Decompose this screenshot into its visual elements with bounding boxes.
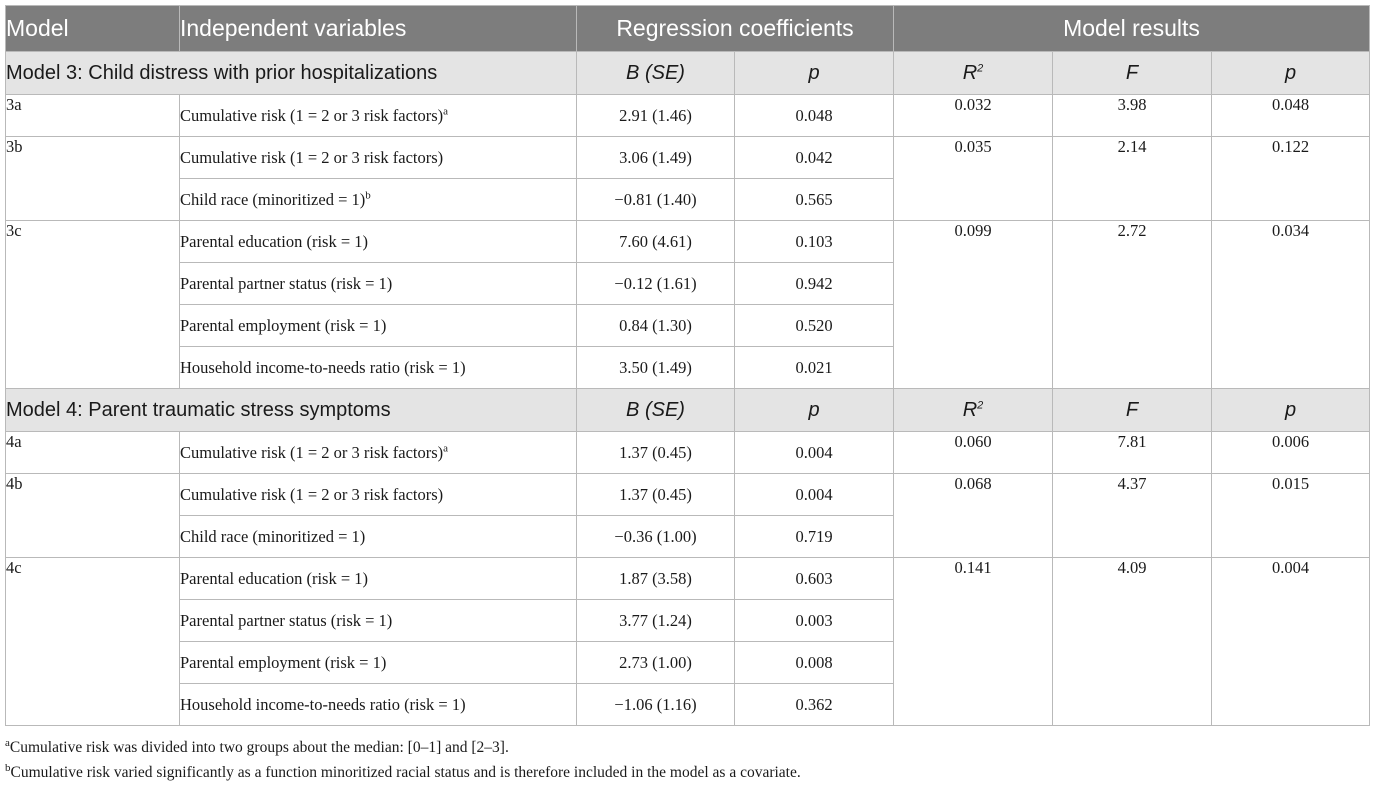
b-se-value: −0.81 (1.40) — [577, 179, 735, 221]
variable-cell — [180, 474, 577, 516]
col-header-p-model: p — [1212, 389, 1370, 432]
p-value: 0.362 — [735, 684, 894, 726]
variable-footnote-mark: a — [443, 442, 449, 454]
b-se-value: 2.91 (1.46) — [577, 95, 735, 137]
table-row — [6, 474, 1370, 516]
section-header-row — [6, 52, 1370, 95]
model-label: 4a — [6, 432, 180, 474]
variable-name: Parental employment (risk = 1) — [180, 315, 387, 335]
f-value: 7.81 — [1053, 432, 1212, 474]
table-row — [6, 558, 1370, 600]
variable-name: Cumulative risk (1 = 2 or 3 risk factors) — [180, 147, 444, 167]
b-se-value: −0.12 (1.61) — [577, 263, 735, 305]
b-se-value: 1.87 (3.58) — [577, 558, 735, 600]
b-se-value: 3.77 (1.24) — [577, 600, 735, 642]
p-value: 0.004 — [735, 474, 894, 516]
table-row — [6, 95, 1370, 137]
r2-value: 0.141 — [894, 558, 1053, 726]
footnotes — [5, 735, 1369, 785]
col-header-p: p — [735, 389, 894, 432]
col-header-b-se-text: B (SE) — [626, 61, 685, 84]
variable-cell — [180, 516, 577, 558]
section-title: Model 3: Child distress with prior hospitalizations — [6, 52, 577, 95]
variable-name: Cumulative risk (1 = 2 or 3 risk factors) — [180, 484, 444, 504]
r2-value: 0.035 — [894, 137, 1053, 221]
variable-name: Cumulative risk (1 = 2 or 3 risk factors) — [180, 105, 444, 125]
variable-cell — [180, 305, 577, 347]
model-label: 3c — [6, 221, 180, 389]
footnote-text: Cumulative risk varied significantly as a function minoritized racial status and is therefore included in the model as a covariate. — [10, 764, 801, 781]
table-row — [6, 137, 1370, 179]
model-p-value: 0.034 — [1212, 221, 1370, 389]
model-p-value: 0.048 — [1212, 95, 1370, 137]
f-value: 2.14 — [1053, 137, 1212, 221]
p-value: 0.003 — [735, 600, 894, 642]
variable-name: Child race (minoritized = 1) — [180, 189, 366, 209]
b-se-value: −0.36 (1.00) — [577, 516, 735, 558]
f-value: 2.72 — [1053, 221, 1212, 389]
variable-name: Household income-to-needs ratio (risk = 1) — [180, 357, 466, 377]
footnote-mark: b — [5, 761, 11, 774]
p-value: 0.520 — [735, 305, 894, 347]
col-header-b-se — [577, 389, 735, 432]
header-regression-coefficients: Regression coefficients — [577, 6, 894, 52]
b-se-value: 3.50 (1.49) — [577, 347, 735, 389]
b-se-value: −1.06 (1.16) — [577, 684, 735, 726]
p-value: 0.042 — [735, 137, 894, 179]
table-row — [6, 432, 1370, 474]
col-header-f: F — [1053, 52, 1212, 95]
variable-cell — [180, 137, 577, 179]
section-title: Model 4: Parent traumatic stress symptoms — [6, 389, 577, 432]
p-value: 0.048 — [735, 95, 894, 137]
footnote-b — [5, 760, 1369, 785]
b-se-value: 7.60 (4.61) — [577, 221, 735, 263]
col-header-r2 — [894, 52, 1053, 95]
variable-footnote-mark: b — [365, 189, 371, 201]
variable-name: Household income-to-needs ratio (risk = 1) — [180, 694, 466, 714]
model-p-value: 0.006 — [1212, 432, 1370, 474]
table-body — [6, 52, 1370, 726]
col-header-r2-sup: 2 — [977, 398, 984, 411]
col-header-b-se — [577, 52, 735, 95]
b-se-value: 1.37 (0.45) — [577, 474, 735, 516]
model-p-value: 0.015 — [1212, 474, 1370, 558]
f-value: 4.09 — [1053, 558, 1212, 726]
variable-cell — [180, 179, 577, 221]
col-header-p: p — [735, 52, 894, 95]
b-se-value: 3.06 (1.49) — [577, 137, 735, 179]
p-value: 0.004 — [735, 432, 894, 474]
col-header-b-se-text: B (SE) — [626, 398, 685, 421]
p-value: 0.021 — [735, 347, 894, 389]
col-header-r2 — [894, 389, 1053, 432]
f-value: 4.37 — [1053, 474, 1212, 558]
footnote-mark: a — [5, 736, 10, 749]
variable-name: Cumulative risk (1 = 2 or 3 risk factors) — [180, 442, 444, 462]
footnote-text: Cumulative risk was divided into two groups about the median: [0–1] and [2–3]. — [9, 739, 509, 756]
table-row — [6, 221, 1370, 263]
variable-cell — [180, 558, 577, 600]
col-header-r2-base: R — [962, 398, 978, 421]
variable-cell — [180, 95, 577, 137]
header-row — [6, 6, 1370, 52]
model-p-value: 0.004 — [1212, 558, 1370, 726]
variable-cell — [180, 600, 577, 642]
footnote-a — [5, 735, 1369, 760]
model-label: 3b — [6, 137, 180, 221]
variable-cell — [180, 642, 577, 684]
p-value: 0.103 — [735, 221, 894, 263]
model-label: 4c — [6, 558, 180, 726]
variable-name: Parental partner status (risk = 1) — [180, 610, 393, 630]
variable-name: Parental employment (risk = 1) — [180, 652, 387, 672]
variable-cell — [180, 432, 577, 474]
p-value: 0.565 — [735, 179, 894, 221]
model-label: 3a — [6, 95, 180, 137]
variable-name: Parental education (risk = 1) — [180, 231, 368, 251]
r2-value: 0.068 — [894, 474, 1053, 558]
r2-value: 0.099 — [894, 221, 1053, 389]
model-p-value: 0.122 — [1212, 137, 1370, 221]
variable-footnote-mark: a — [443, 105, 449, 117]
p-value: 0.719 — [735, 516, 894, 558]
header-model: Model — [6, 6, 180, 52]
p-value: 0.603 — [735, 558, 894, 600]
col-header-r2-sup: 2 — [977, 61, 984, 74]
b-se-value: 1.37 (0.45) — [577, 432, 735, 474]
variable-name: Parental partner status (risk = 1) — [180, 273, 393, 293]
p-value: 0.008 — [735, 642, 894, 684]
f-value: 3.98 — [1053, 95, 1212, 137]
variable-name: Parental education (risk = 1) — [180, 568, 368, 588]
col-header-p-model: p — [1212, 52, 1370, 95]
model-label: 4b — [6, 474, 180, 558]
col-header-r2-base: R — [962, 61, 978, 84]
variable-cell — [180, 263, 577, 305]
r2-value: 0.032 — [894, 95, 1053, 137]
variable-name: Child race (minoritized = 1) — [180, 526, 366, 546]
p-value: 0.942 — [735, 263, 894, 305]
variable-cell — [180, 684, 577, 726]
section-header-row — [6, 389, 1370, 432]
regression-table — [5, 5, 1370, 726]
b-se-value: 2.73 (1.00) — [577, 642, 735, 684]
r2-value: 0.060 — [894, 432, 1053, 474]
variable-cell — [180, 221, 577, 263]
header-model-results: Model results — [894, 6, 1370, 52]
header-independent-variables: Independent variables — [180, 6, 577, 52]
col-header-f: F — [1053, 389, 1212, 432]
variable-cell — [180, 347, 577, 389]
b-se-value: 0.84 (1.30) — [577, 305, 735, 347]
